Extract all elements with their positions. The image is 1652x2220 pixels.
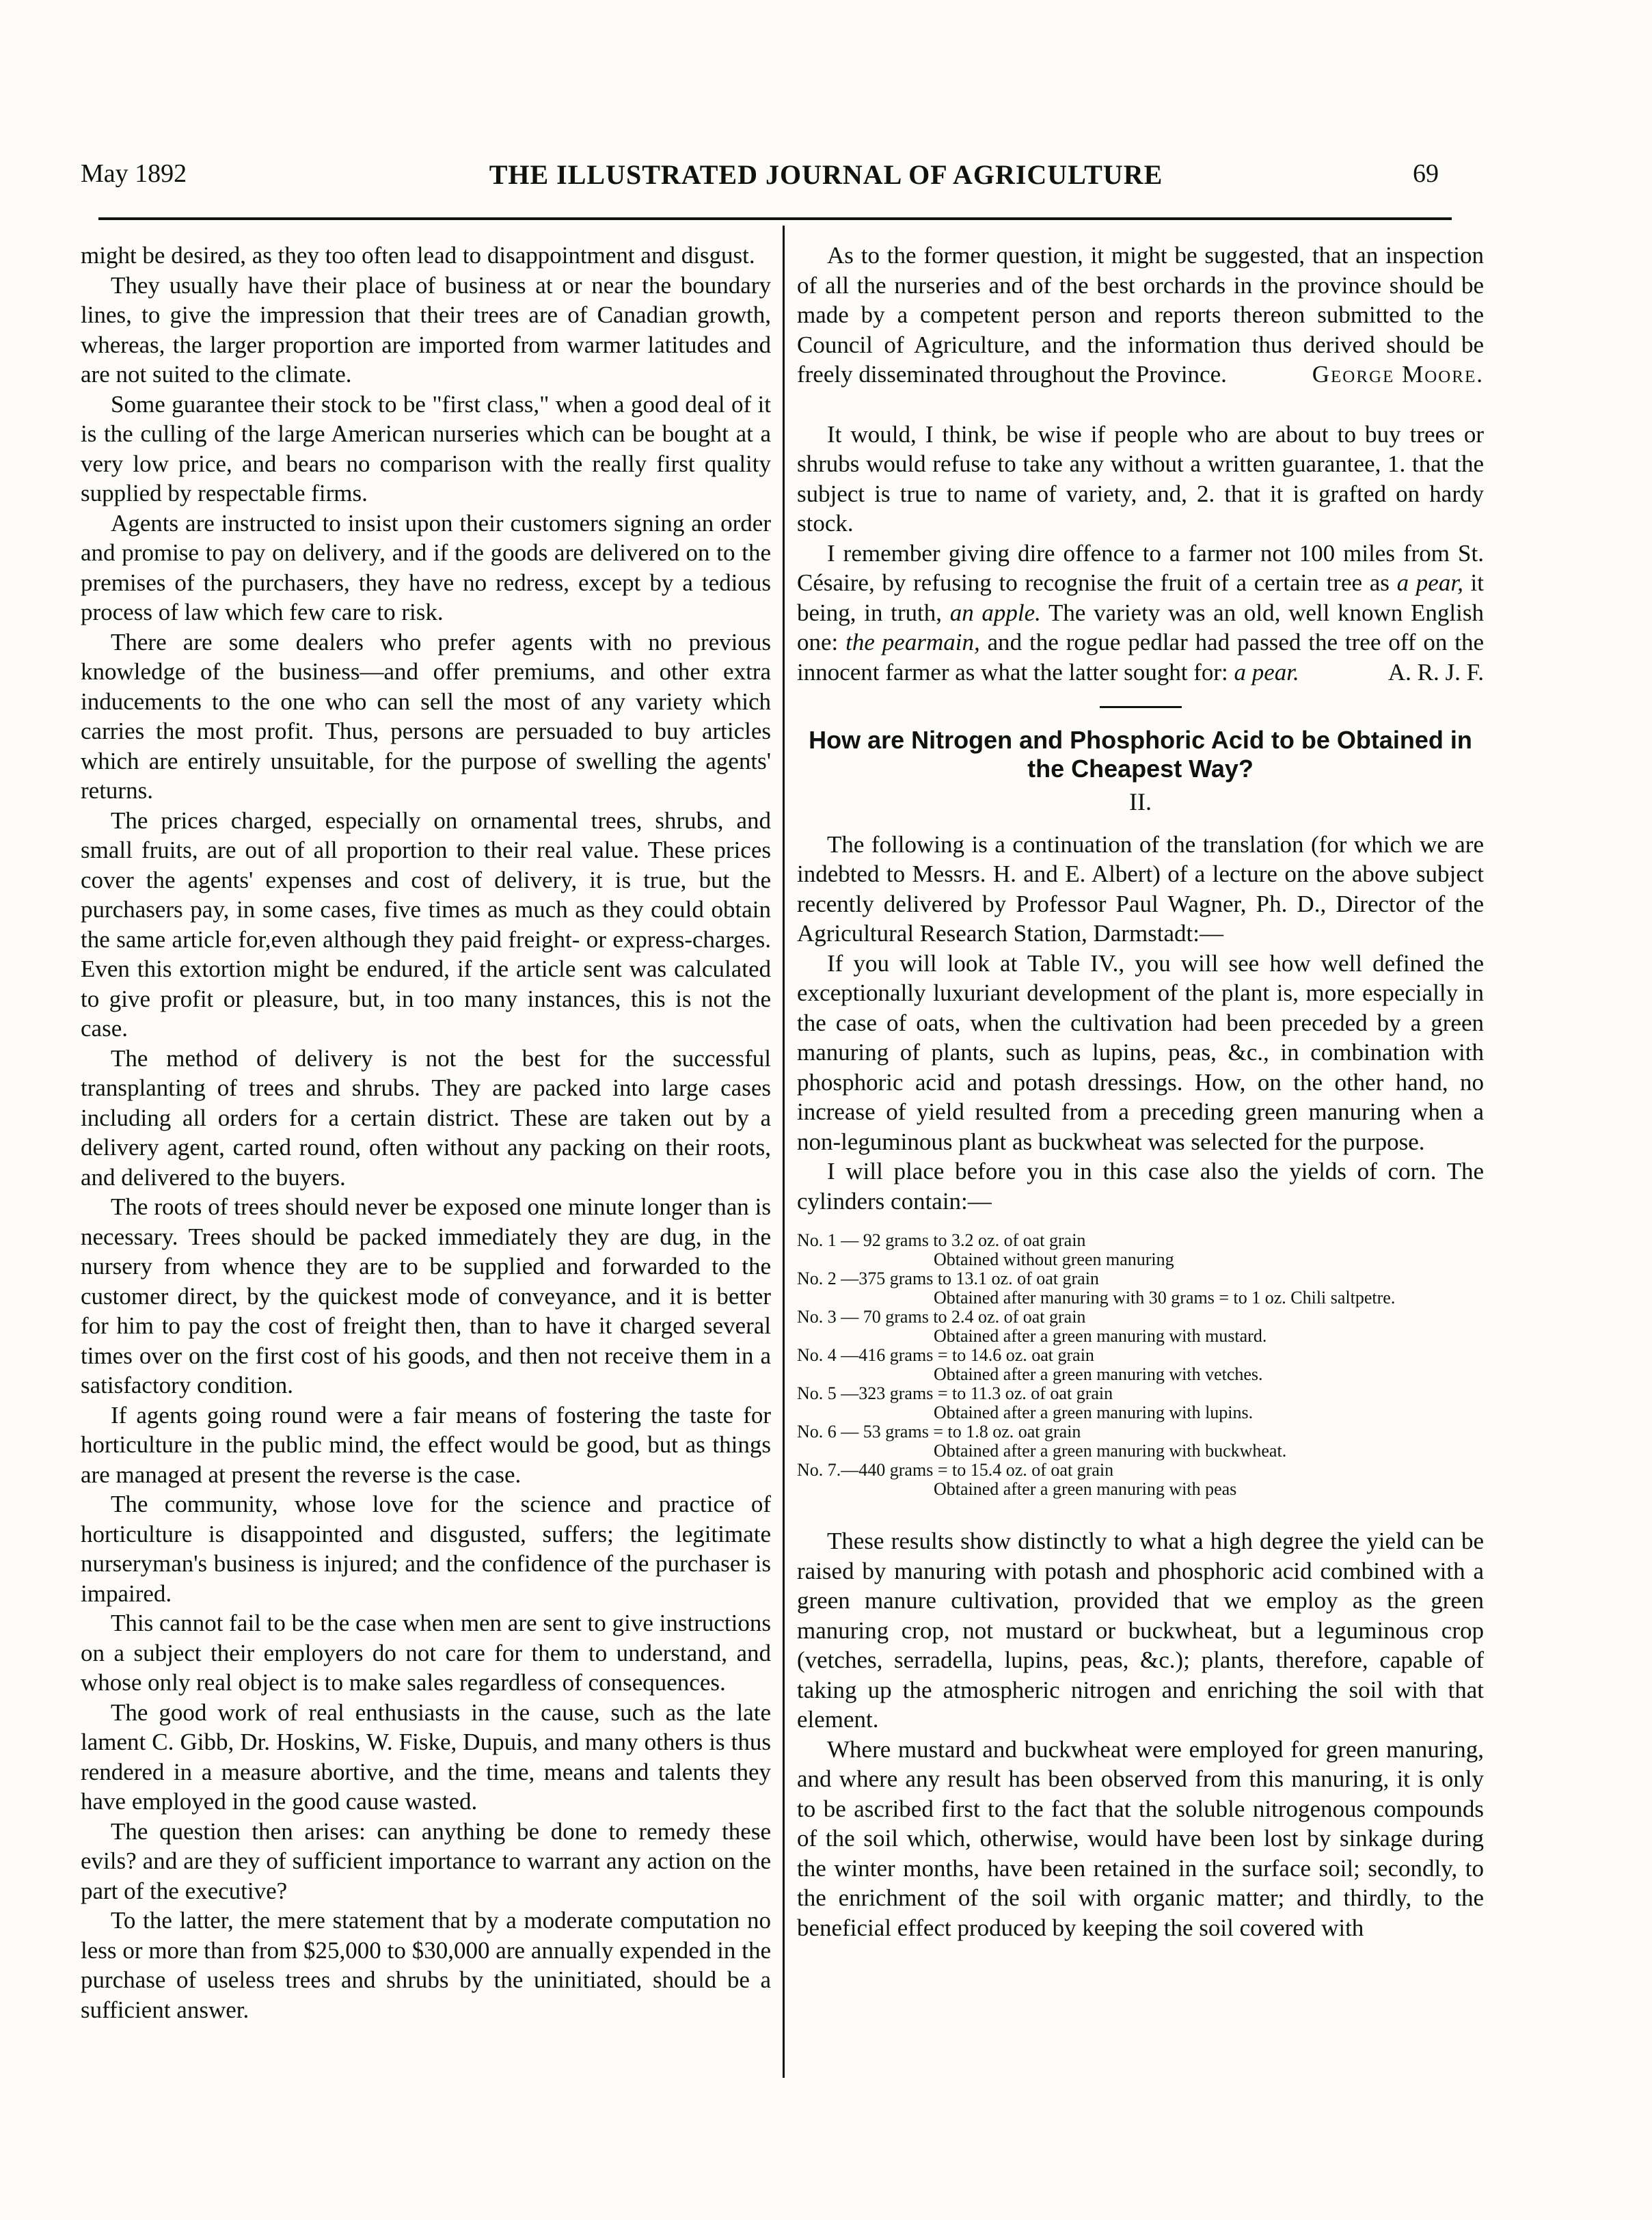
yield-line: No. 7.—440 grams = to 15.4 oz. of oat grain: [797, 1460, 1114, 1480]
yield-line: No. 6 — 53 grams = to 1.8 oz. oat grain: [797, 1422, 1081, 1441]
italic-span: the pearmain,: [845, 629, 980, 655]
paragraph: [797, 539, 1484, 688]
paragraph: [797, 241, 1484, 390]
paragraph: There are some dealers who prefer agents with no previous knowledge of the business—and offer premiums, and other extra inducements to the one who can sell the most of any variety which carries the most profit. Thus, persons are persuaded to buy articles which are entirely unsuitable, for the purpose of swelling the agents' returns.: [81, 628, 771, 804]
signature-george-moore: George Moore.: [1312, 361, 1484, 388]
italic-span: an apple.: [949, 599, 1041, 626]
right-column: [797, 241, 1484, 1942]
yield-line: No. 1 — 92 grams to 3.2 oz. of oat grain: [797, 1230, 1086, 1250]
yield-line: No. 2 —375 grams to 13.1 oz. of oat grain: [797, 1269, 1099, 1288]
left-column: [81, 241, 771, 2025]
section-title: How are Nitrogen and Phosphoric Acid to be Obtained in the Cheapest Way?: [809, 726, 1472, 783]
yield-line: No. 4 —416 grams = to 14.6 oz. oat grain: [797, 1345, 1094, 1365]
section-divider: [1100, 706, 1182, 708]
paragraph: The community, whose love for the science and practice of horticulture is disappointed and disgusted, suffers; the legitimate nurseryman's business is injured; and the confidence of the purchaser is impaired.: [81, 1491, 771, 1607]
paragraph: It would, I think, be wise if people who are about to buy trees or shrubs would refuse to take any without a written guarantee, 1. that the subject is true to name of variety, and, 2. that it is grafted on hardy stock.: [797, 420, 1484, 537]
text-span: The variety was an old, well known English one:: [797, 599, 1484, 655]
text-span: I remember giving dire offence to a farmer not 100 miles from St. Césaire, by refusing to recognise the fruit of a certain tree as: [797, 539, 1484, 596]
page-number: 69: [1413, 159, 1439, 188]
section-number: II.: [1129, 788, 1152, 815]
paragraph: If agents going round were a fair means of fostering the taste for horticulture in the public mind, the effect would be good, but as things are managed at present the reverse is the case.: [81, 1401, 771, 1488]
paragraph: Agents are instructed to insist upon their customers signing an order and promise to pay on delivery, and if the goods are delivered on to the premises of the purchasers, they have no redress, except by a tedious process of law which few care to risk.: [81, 509, 771, 625]
yield-note: Obtained after a green manuring with mustard.: [934, 1326, 1267, 1346]
header-rule: [98, 217, 1452, 220]
journal-title: THE ILLUSTRATED JOURNAL OF AGRICULTURE: [489, 159, 1163, 190]
yield-note: Obtained after a green manuring with buckwheat.: [934, 1441, 1287, 1461]
paragraph: The prices charged, especially on ornamental trees, shrubs, and small fruits, are out of all proportion to their real value. These prices cover the agents' expenses and cost of delivery, it is true, but the purchasers pay, in some cases, five times as much as they could obtain the same article for,even although they paid freight- or express-charges. Even this extortion might be endured, if the article sent was calculated to give profit or pleasure, but, in too many instances, this is not the case.: [81, 807, 771, 1042]
yield-line: No. 5 —323 grams = to 11.3 oz. of oat grain: [797, 1383, 1113, 1403]
paragraph: To the latter, the mere statement that by a moderate computation no less or more than from $25,000 to $30,000 are annually expended in the purchase of useless trees and shrubs by the uninitiated, should be a sufficient answer.: [81, 1907, 771, 2023]
page-header: [0, 159, 1652, 202]
paragraph: The good work of real enthusiasts in the cause, such as the late lament C. Gibb, Dr. Hoskins, W. Fiske, Dupuis, and many others is thus rendered in a measure abortive, and the time, means and talents they have employed in the good cause wasted.: [81, 1698, 771, 1815]
signature-arjf: A. R. J. F.: [1387, 658, 1484, 686]
yield-note: Obtained after a green manuring with peas: [934, 1479, 1237, 1499]
paragraph: This cannot fail to be the case when men are sent to give instructions on a subject their employers do not care for them to understand, and whose only real object is to make sales regardless of consequences.: [81, 1610, 771, 1696]
yield-note: Obtained after a green manuring with vetches.: [934, 1364, 1263, 1384]
paragraph: Some guarantee their stock to be "first class," when a good deal of it is the culling of the large American nurseries which can be bought at a very low price, and bears no comparison with the really first quality supplied by respectable firms.: [81, 390, 771, 506]
yield-line: No. 3 — 70 grams to 2.4 oz. of oat grain: [797, 1307, 1086, 1327]
paragraph: They usually have their place of business at or near the boundary lines, to give the impression that their trees are of Canadian growth, whereas, the larger proportion are imported from warmer latitudes and are not suited to the climate.: [81, 271, 771, 388]
text-span: it being, in truth,: [797, 569, 1484, 626]
paragraph: The question then arises: can anything be done to remedy these evils? and are they of sufficient importance to warrant any action on the part of the executive?: [81, 1817, 771, 1904]
yield-note: Obtained without green manuring: [934, 1249, 1174, 1269]
yield-note: Obtained after a green manuring with lupins.: [934, 1403, 1254, 1422]
italic-span: a pear.: [1234, 658, 1299, 686]
text-span: and the rogue pedlar had passed the tree off on the innocent farmer as what the latter sought for:: [797, 629, 1484, 686]
yields-list: [797, 1231, 1484, 1499]
paragraph: If you will look at Table IV., you will see how well defined the exceptionally luxuriant development of the plant is, more especially in the case of oats, when the cultivation had been preceded by a green manuring of plants, such as lupins, peas, &c., in combination with phosphoric acid and potash dressings. How, on the other hand, no increase of yield resulted from a preceding green manuring when a non-leguminous plant as buckwheat was selected for the purpose.: [797, 949, 1484, 1155]
column-divider: [783, 226, 785, 2078]
paragraph: The method of delivery is not the best for the successful transplanting of trees and shrubs. They are packed into large cases including all orders for a certain district. These are taken out by a delivery agent, carted round, often without any packing on their roots, and delivered to the buyers.: [81, 1044, 771, 1191]
paragraph: I will place before you in this case also the yields of corn. The cylinders contain:—: [797, 1158, 1484, 1215]
paragraph: might be desired, as they too often lead to disappointment and disgust.: [81, 242, 755, 269]
paragraph-text: As to the former question, it might be suggested, that an inspection of all the nurseries and of the best orchards in the province should be made by a competent person and reports thereon submitted to the Council of Agriculture, and the information thus derived should be freely disseminated throughout the Province.: [797, 242, 1484, 388]
paragraph: Where mustard and buckwheat were employed for green manuring, and where any result has been observed from this manuring, it is only to be ascribed first to the fact that the soluble nitrogenous compounds of the soil which, otherwise, would have been lost by sinkage during the winter months, have been retained in the surface soil; secondly, to the enrichment of the soil with organic matter; and thirdly, to the beneficial effect produced by keeping the soil covered with: [797, 1735, 1484, 1941]
paragraph: These results show distinctly to what a high degree the yield can be raised by manuring with potash and phosphoric acid combined with a green manure cultivation, provided that we employ as the green manuring crop, not mustard or buckwheat, but a leguminous crop (vetches, serradella, lupins, peas, &c.); plants, therefore, capable of taking up the atmospheric nitrogen and enriching the soil with that element.: [797, 1528, 1484, 1733]
italic-span: a pear,: [1396, 569, 1463, 596]
header-date: May 1892: [81, 159, 187, 188]
yield-note: Obtained after manuring with 30 grams = to 1 oz. Chili saltpetre.: [934, 1288, 1396, 1308]
paragraph: The following is a continuation of the translation (for which we are indebted to Messrs. H. and E. Albert) of a lecture on the above subject recently delivered by Professor Paul Wagner, Ph. D., Director of the Agricultural Research Station, Darmstadt:—: [797, 830, 1484, 947]
paragraph: The roots of trees should never be exposed one minute longer than is necessary. Trees should be packed immediately they are dug, in the nursery from whence they are to be supplied and forwarded to the customer direct, by the quickest mode of conveyance, and it is better for him to pay the cost of freight then, than to have it charged several times over on the first cost of his goods, and then not receive them in a satisfactory condition.: [81, 1193, 771, 1398]
